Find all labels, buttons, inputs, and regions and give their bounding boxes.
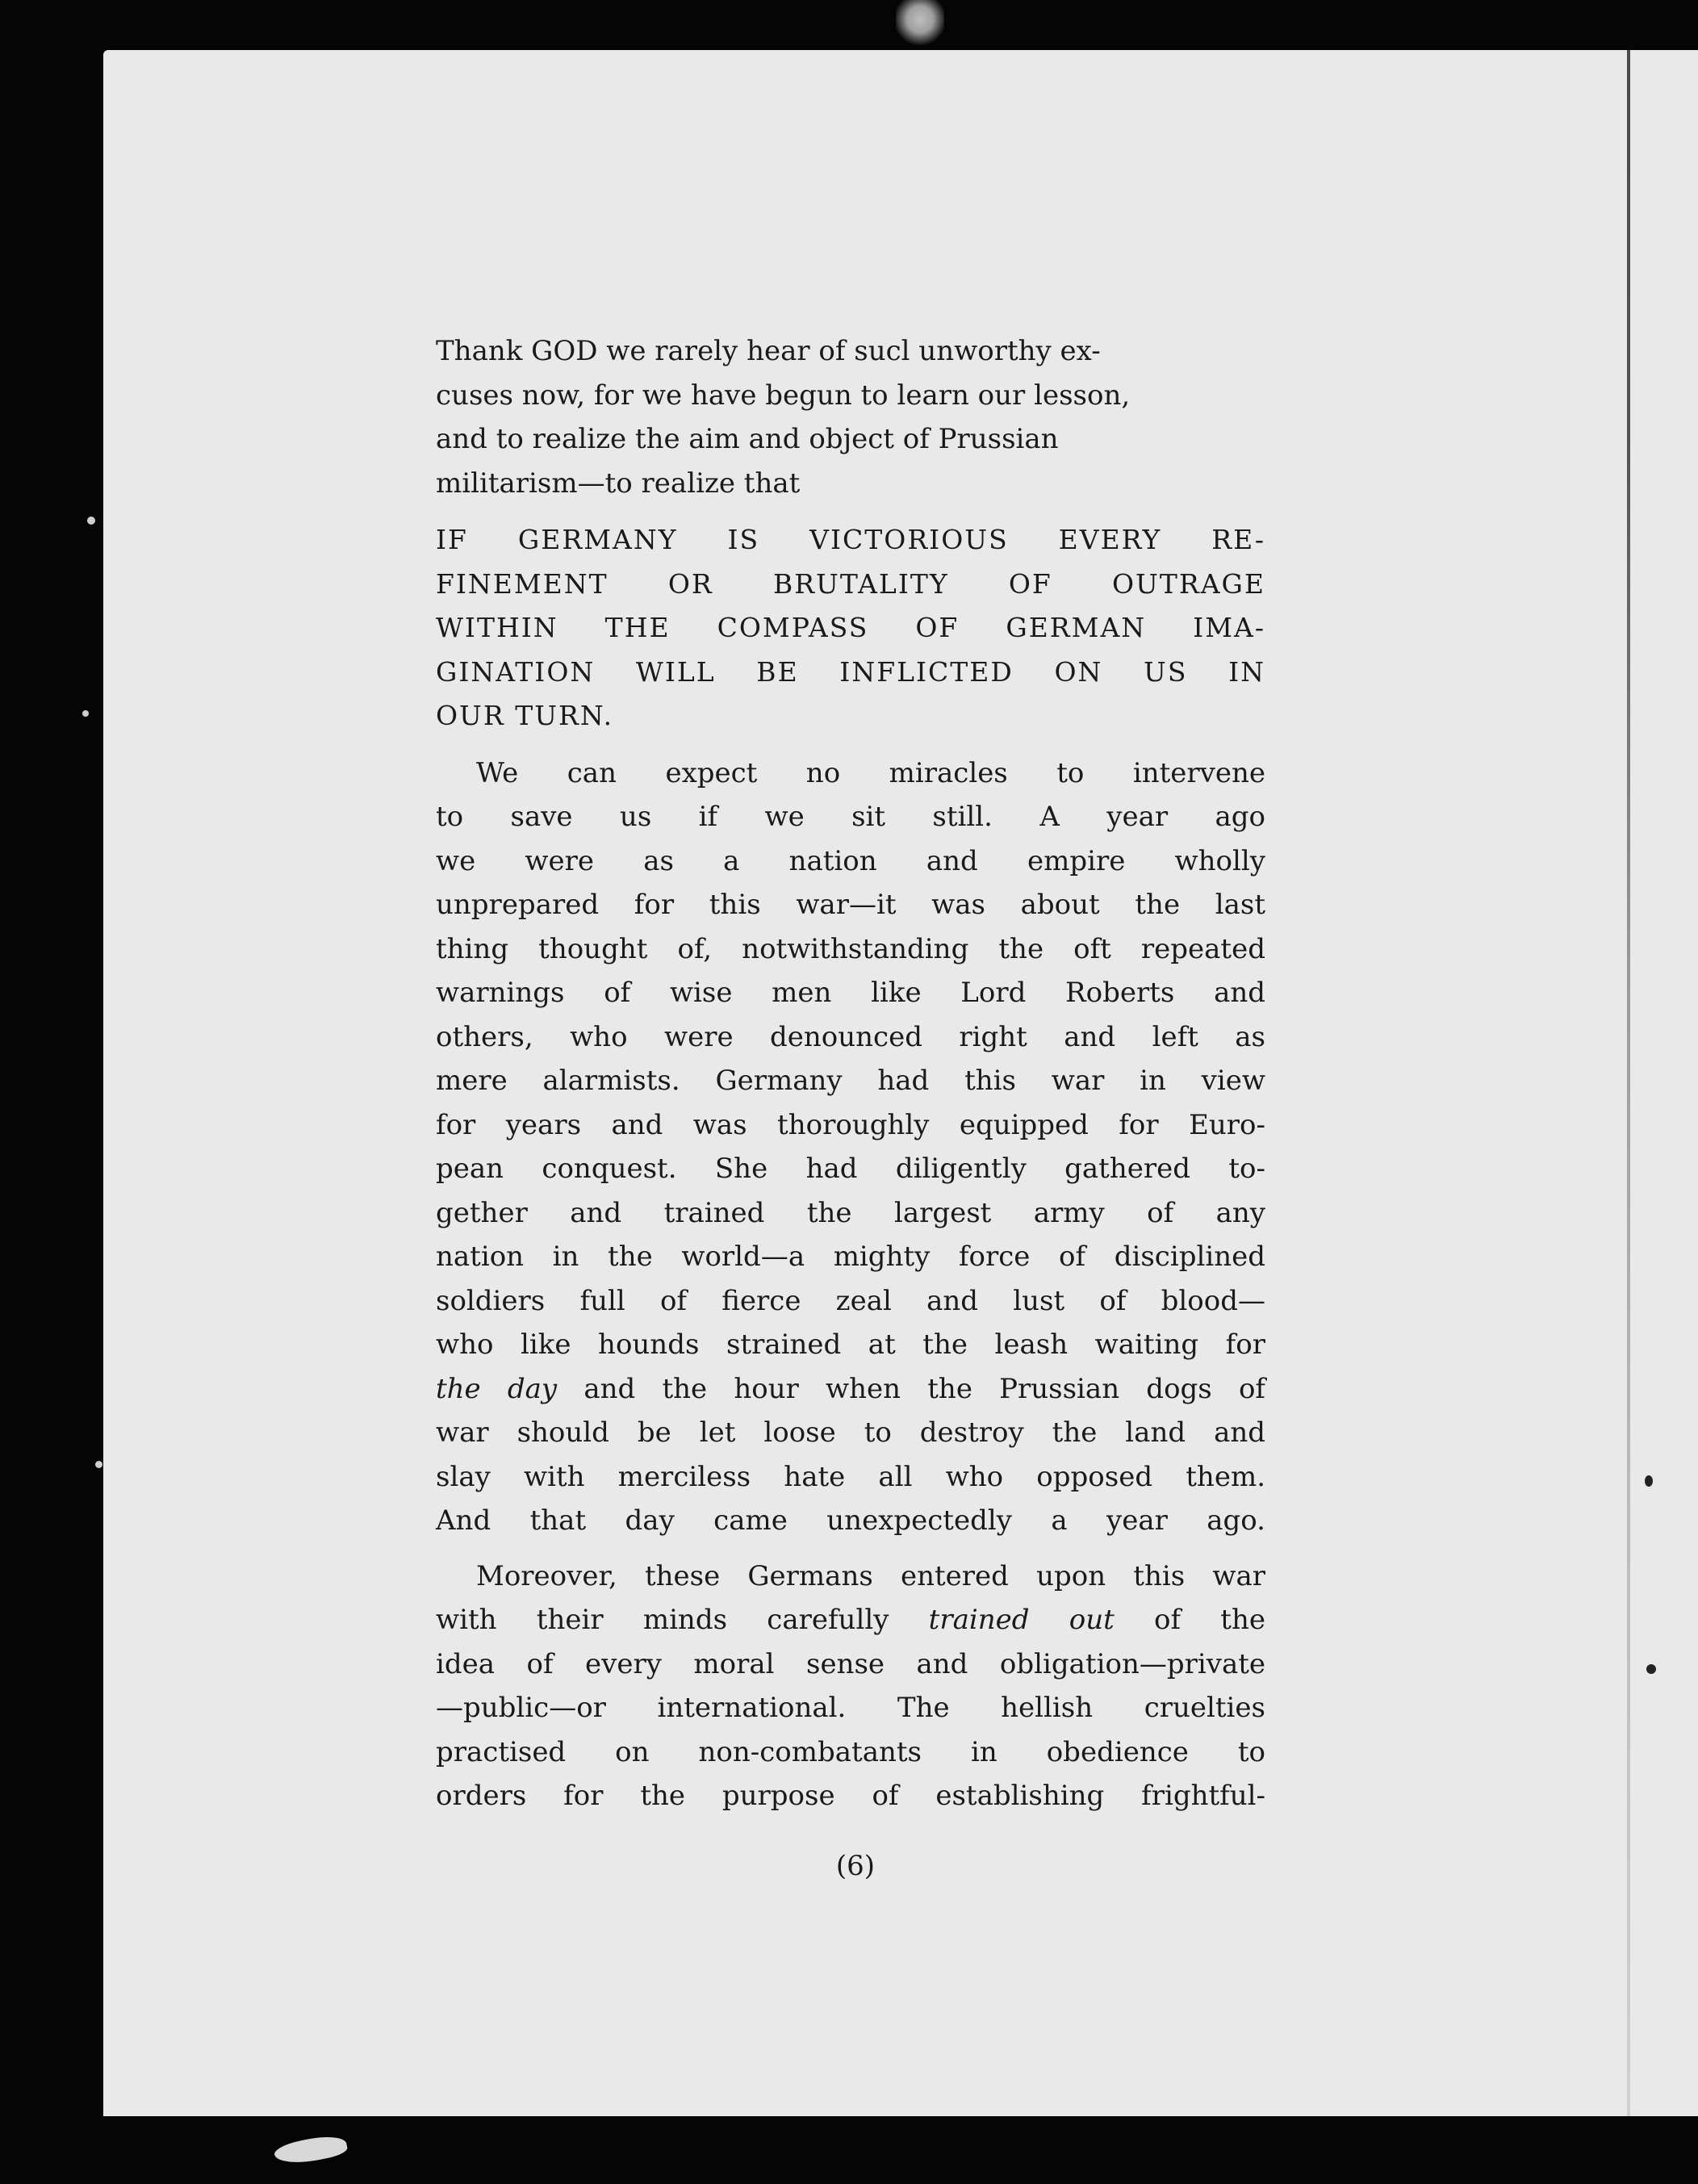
text-line: soldiers full of fierce zeal and lust of blood— bbox=[436, 1284, 1265, 1317]
text-line: And that day came unexpectedly a year ago. bbox=[436, 1504, 1265, 1537]
text-line: practised on non-combatants in obedience to bbox=[436, 1735, 1265, 1768]
text-line: orders for the purpose of establishing frightful- bbox=[436, 1780, 1265, 1812]
scan-speck bbox=[82, 710, 89, 717]
text-line: unprepared for this war—it was about the last bbox=[436, 889, 1265, 921]
text-line-with-italic: with their minds carefully trained out of the bbox=[436, 1604, 1265, 1636]
italic-phrase: trained out bbox=[928, 1604, 1115, 1636]
text-line: We can expect no miracles to intervene bbox=[476, 756, 1265, 789]
text-line: cuses now, for we have begun to learn our lesson, bbox=[436, 379, 1131, 412]
text-line: who like hounds strained at the leash waiting for bbox=[436, 1328, 1265, 1361]
page-number: (6) bbox=[835, 1850, 876, 1882]
text-line: FINEMENT OR BRUTALITY OF OUTRAGE bbox=[436, 567, 1265, 600]
text-line: to save us if we sit still. A year ago bbox=[436, 801, 1265, 833]
text-line: —public—or international. The hellish cruelties bbox=[436, 1692, 1265, 1724]
text-line: idea of every moral sense and obligation—private bbox=[436, 1647, 1265, 1680]
text-line: war should be let loose to destroy the land and bbox=[436, 1416, 1265, 1449]
text-line: and to realize the aim and object of Prussian bbox=[436, 423, 1059, 455]
text-line: mere alarmists. Germany had this war in view bbox=[436, 1065, 1265, 1097]
paragraph-2-capitals bbox=[436, 518, 1265, 738]
text-line: gether and trained the largest army of any bbox=[436, 1196, 1265, 1229]
text-line: warnings of wise men like Lord Roberts and bbox=[436, 977, 1265, 1009]
scan-speck bbox=[95, 1461, 102, 1468]
text-line: Thank GOD we rarely hear of sucl unworthy ex- bbox=[436, 335, 1101, 367]
scan-speck bbox=[1645, 1475, 1653, 1487]
italic-phrase: the day bbox=[436, 1372, 558, 1405]
text-line: GINATION WILL BE INFLICTED ON US IN bbox=[436, 655, 1265, 688]
text-line: OUR TURN. bbox=[436, 700, 614, 731]
binding-notch bbox=[896, 0, 944, 48]
text-line: thing thought of, notwithstanding the oft repeated bbox=[436, 932, 1265, 965]
text-line: militarism—to realize that bbox=[436, 467, 801, 500]
page-fold-line bbox=[1627, 50, 1630, 2116]
text-line: pean conquest. She had diligently gathered to- bbox=[436, 1153, 1265, 1185]
text-line-with-italic: the day and the hour when the Prussian dogs of bbox=[436, 1372, 1265, 1405]
scan-speck bbox=[1646, 1664, 1656, 1674]
paragraph-4 bbox=[436, 1554, 1265, 1818]
text-line: nation in the world—a mighty force of disciplined bbox=[436, 1241, 1265, 1273]
paragraph-3 bbox=[436, 751, 1265, 1543]
text-line: WITHIN THE COMPASS OF GERMAN IMA- bbox=[436, 612, 1265, 643]
text-line: we were as a nation and empire wholly bbox=[436, 844, 1265, 877]
body-text bbox=[436, 329, 1265, 1818]
text-line: for years and was thoroughly equipped for Euro- bbox=[436, 1108, 1265, 1141]
text-line: others, who were denounced right and left as bbox=[436, 1020, 1265, 1053]
text-line: IF GERMANY IS VICTORIOUS EVERY RE- bbox=[436, 524, 1265, 555]
paper-scrap bbox=[273, 2132, 349, 2169]
text-line: Moreover, these Germans entered upon this war bbox=[476, 1559, 1265, 1592]
paragraph-1 bbox=[436, 329, 1265, 505]
scan-speck bbox=[87, 517, 95, 525]
text-line: slay with merciless hate all who opposed them. bbox=[436, 1460, 1265, 1493]
